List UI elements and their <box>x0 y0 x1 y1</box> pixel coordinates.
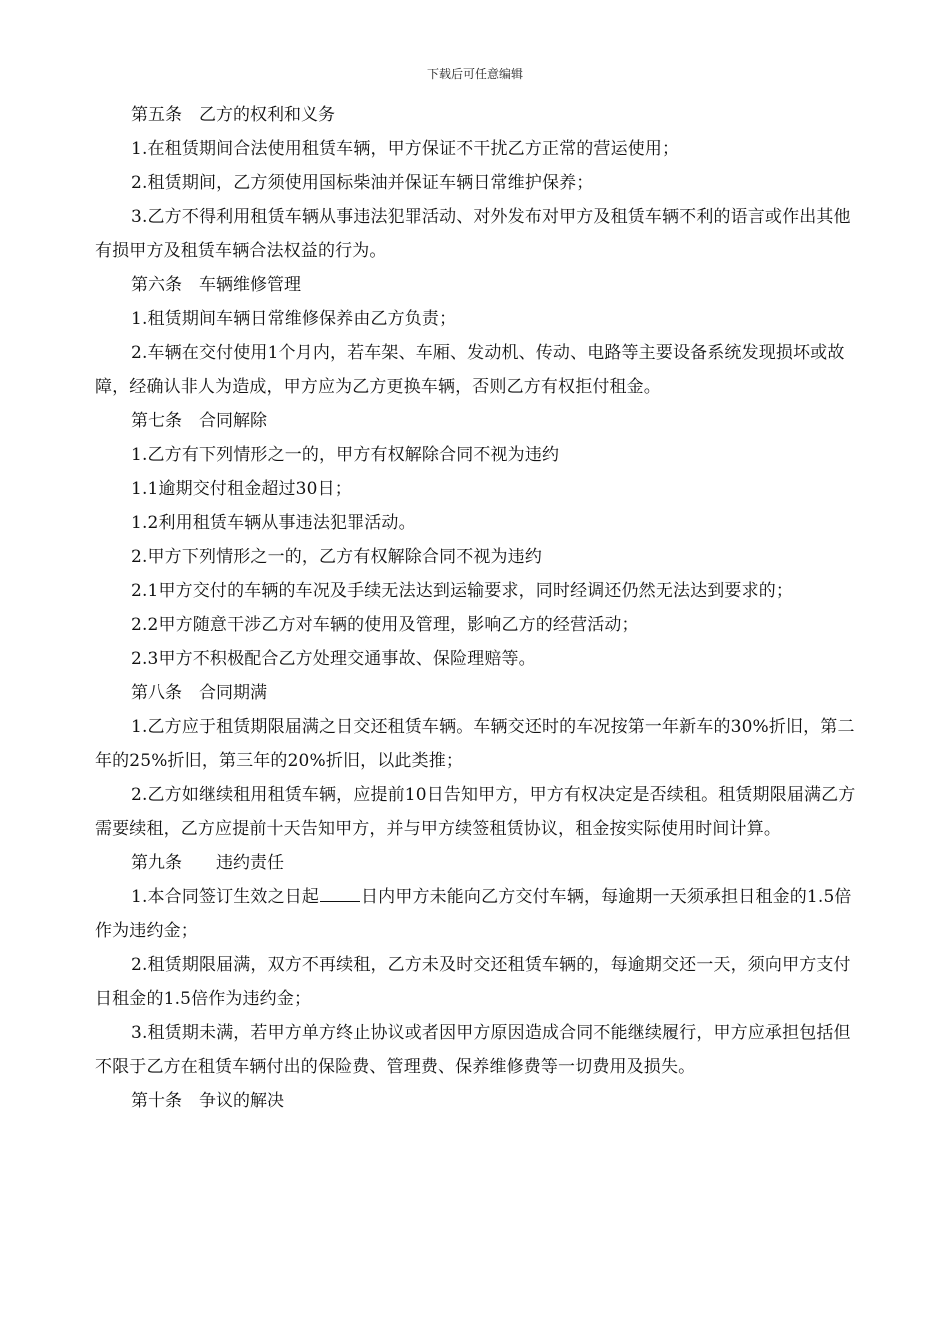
page-header-note: 下载后可任意编辑 <box>426 67 523 81</box>
section-5-clause-2: 2.租赁期间，乙方须使用国标柴油并保证车辆日常维护保养； <box>131 173 594 193</box>
section-7-heading: 第七条 合同解除 <box>131 411 267 431</box>
section-7-clause-2-3: 2.3甲方不积极配合乙方处理交通事故、保险理赔等。 <box>131 649 536 669</box>
section-5-heading: 第五条 乙方的权利和义务 <box>131 105 335 125</box>
section-8-heading: 第八条 合同期满 <box>131 683 267 703</box>
section-9-clause-2: 2.租赁期限届满，双方不再续租，乙方未及时交还租赁车辆的，每逾期交还一天，须向甲方支付日租金的1.5倍作为违约金； <box>95 955 851 1009</box>
section-5-clause-1: 1.在租赁期间合法使用租赁车辆，甲方保证不干扰乙方正常的营运使用； <box>131 139 680 159</box>
section-7-clause-2-1: 2.1甲方交付的车辆的车况及手续无法达到运输要求，同时经调还仍然无法达到要求的； <box>131 581 794 601</box>
section-8-clause-2: 2.乙方如继续租用租赁车辆，应提前10日告知甲方，甲方有权决定是否续租。租赁期限届满乙方需要续租，乙方应提前十天告知甲方，并与甲方续签租赁协议，租金按实际使用时间计算。 <box>95 785 856 839</box>
section-9-clause-1-end: 日内甲方未能向乙方交付车辆，每逾期一天须承担日租金的1.5倍作为违约金； <box>95 887 852 941</box>
section-7-clause-1: 1.乙方有下列情形之一的，甲方有权解除合同不视为违约 <box>131 445 560 465</box>
section-8-clause-1: 1.乙方应于租赁期限届满之日交还租赁车辆。车辆交还时的车况按第一年新车的30%折旧，第二年的25%折旧，第三年的20%折旧，以此类推； <box>95 717 855 771</box>
section-7-clause-2-2: 2.2甲方随意干涉乙方对车辆的使用及管理，影响乙方的经营活动； <box>131 615 639 635</box>
section-7-clause-2: 2.甲方下列情形之一的，乙方有权解除合同不视为违约 <box>131 547 542 567</box>
section-9-heading: 第九条 违约责任 <box>131 853 284 873</box>
fill-in-blank-days[interactable] <box>320 887 360 902</box>
section-7-clause-1-1: 1.1逾期交付租金超过30日； <box>131 479 352 499</box>
section-5-clause-3: 3.乙方不得利用租赁车辆从事违法犯罪活动、对外发布对甲方及租赁车辆不利的语言或作出其他有损甲方及租赁车辆合法权益的行为。 <box>95 207 851 261</box>
section-9-clause-3: 3.租赁期未满，若甲方单方终止协议或者因甲方原因造成合同不能继续履行，甲方应承担包括但不限于乙方在租赁车辆付出的保险费、管理费、保养维修费等一切费用及损失。 <box>95 1023 851 1077</box>
section-6-heading: 第六条 车辆维修管理 <box>131 275 301 295</box>
section-7-clause-1-2: 1.2利用租赁车辆从事违法犯罪活动。 <box>131 513 416 533</box>
section-6-clause-1: 1.租赁期间车辆日常维修保养由乙方负责； <box>131 309 457 329</box>
section-9-clause-1-start: 1.本合同签订生效之日起 <box>131 887 320 907</box>
section-9-clause-1 <box>95 880 863 948</box>
contract-body <box>95 98 863 1118</box>
section-6-clause-2: 2.车辆在交付使用1个月内，若车架、车厢、发动机、传动、电路等主要设备系统发现损坏或故障，经确认非人为造成，甲方应为乙方更换车辆，否则乙方有权拒付租金。 <box>95 343 845 397</box>
section-10-heading: 第十条 争议的解决 <box>131 1091 284 1111</box>
